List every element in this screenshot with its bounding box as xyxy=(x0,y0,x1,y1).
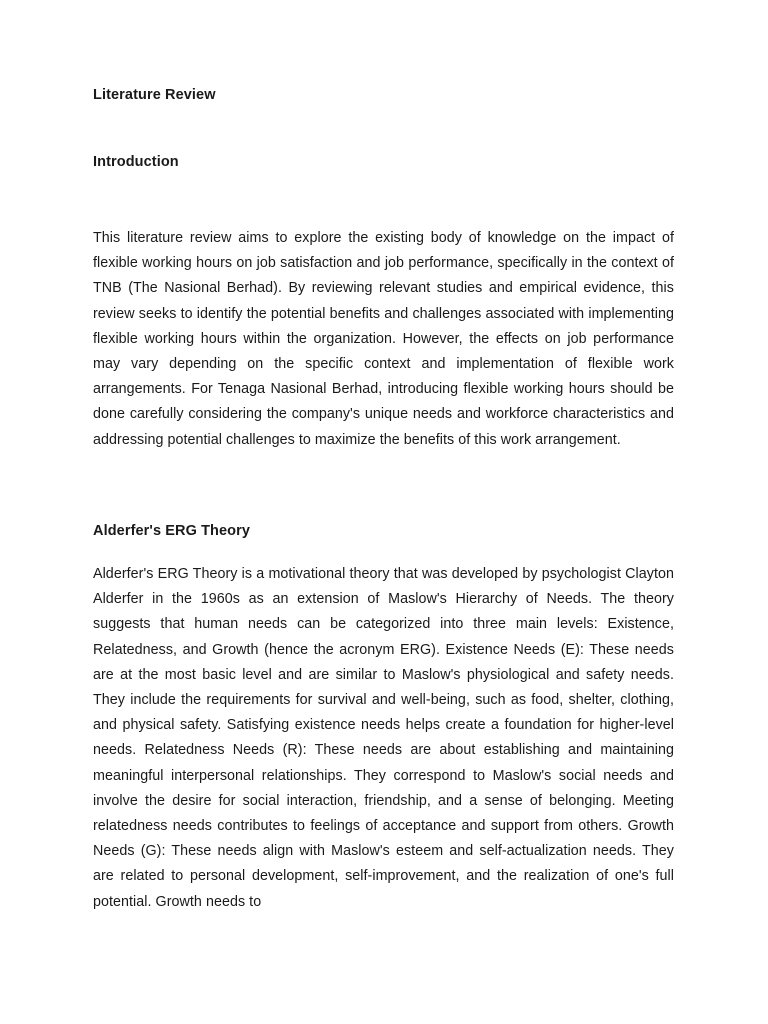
document-title: Literature Review xyxy=(93,87,216,103)
section-body-erg-theory: Alderfer's ERG Theory is a motivational theory that was developed by psychologist Clayton Alderfer in the 1960s as an extension of Maslow's Hierarchy of Needs. The theory suggests that human needs can be categorized into three main levels: Existence, Relatedness, and Growth (hence the acronym ERG). Existence Needs (E): These needs are at the most basic level and are similar to Maslow's physiological and safety needs. They include the requirements for survival and well-being, such as food, shelter, clothing, and physical safety. Satisfying existence needs helps create a foundation for higher-level needs. Relatedness Needs (R): These needs are about establishing and maintaining meaningful interpersonal relationships. They correspond to Maslow's social needs and involve the desire for social interaction, friendship, and a sense of belonging. Meeting relatedness needs contributes to feelings of acceptance and support from others. Growth Needs (G): These needs align with Maslow's esteem and self-actualization needs. They are related to personal development, self-improvement, and the realization of one's full potential. Growth needs to xyxy=(93,566,674,910)
section-heading-erg-theory: Alderfer's ERG Theory xyxy=(93,523,251,539)
section-heading-introduction: Introduction xyxy=(93,154,179,170)
section-body-introduction: This literature review aims to explore the existing body of knowledge on the impact of flexible working hours on job satisfaction and job performance, specifically in the context of TNB (The Nasional Berhad). By reviewing relevant studies and empirical evidence, this review seeks to identify the potential benefits and challenges associated with implementing flexible working hours within the organization. However, the effects on job performance may vary depending on the specific context and implementation of flexible work arrangements. For Tenaga Nasional Berhad, introducing flexible working hours should be done carefully considering the company's unique needs and workforce characteristics and addressing potential challenges to maximize the benefits of this work arrangement. xyxy=(93,230,674,448)
